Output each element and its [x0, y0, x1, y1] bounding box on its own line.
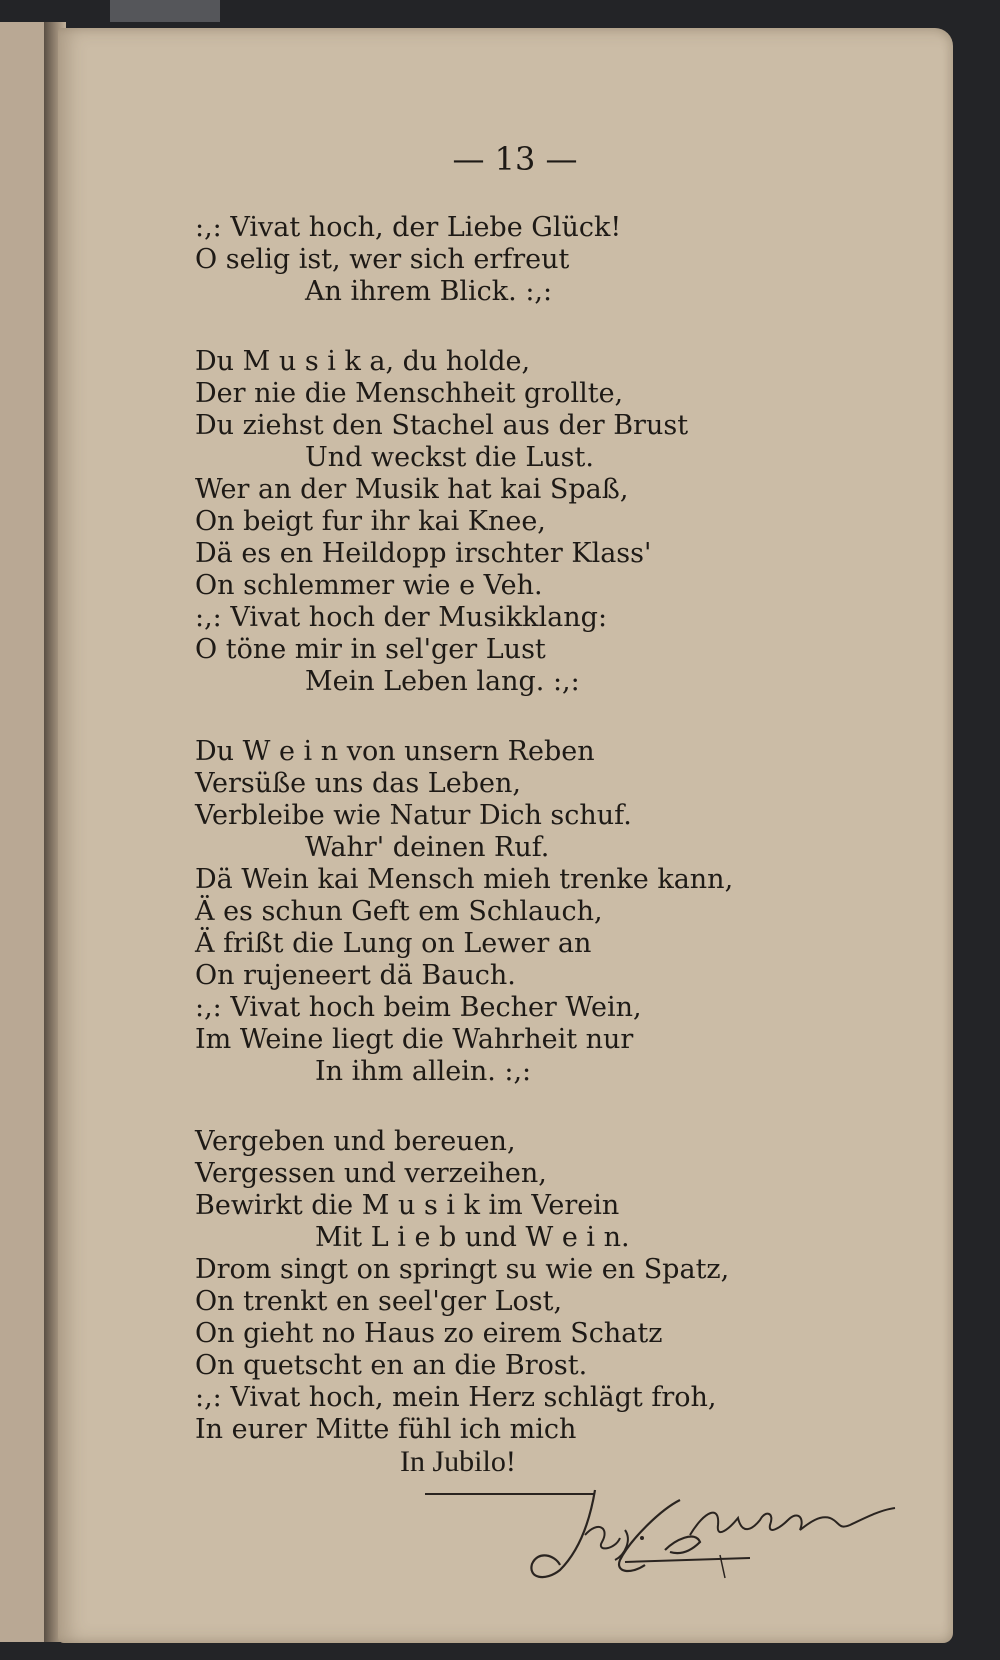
poem-line: On gieht no Haus zo eirem Schatz — [195, 1318, 663, 1349]
poem-line: :,: Vivat hoch der Musikklang: — [195, 602, 608, 633]
poem — [195, 212, 795, 1516]
poem-line: Versüße uns das Leben, — [195, 768, 521, 799]
poem-line: On rujeneert dä Bauch. — [195, 960, 516, 991]
poem-line: Und weckst die Lust. — [305, 442, 594, 473]
poem-line: :,: Vivat hoch beim Becher Wein, — [195, 992, 642, 1023]
poem-line: :,: Vivat hoch, mein Herz schlägt froh, — [195, 1382, 717, 1413]
poem-line: Im Weine liegt die Wahrheit nur — [195, 1024, 634, 1055]
poem-line: Dä Wein kai Mensch mieh trenke kann, — [195, 864, 734, 895]
poem-line: Ä frißt die Lung on Lewer an — [195, 928, 592, 959]
poem-line: Drom singt on springt su wie en Spatz, — [195, 1254, 730, 1285]
poem-line: Der nie die Menschheit grollte, — [195, 378, 624, 409]
poem-line: Vergeben und bereuen, — [195, 1126, 516, 1157]
poem-line: Wer an der Musik hat kai Spaß, — [195, 474, 629, 505]
stanza-1 — [195, 212, 795, 308]
poem-line: In ihm allein. :,: — [315, 1056, 532, 1087]
poem-line: On beigt fur ihr kai Knee, — [195, 506, 546, 537]
poem-line: Wahr' deinen Ruf. — [305, 832, 550, 863]
poem-line: O selig ist, wer sich erfreut — [195, 244, 570, 275]
poem-line: Dä es en Heildopp irschter Klass' — [195, 538, 652, 569]
poem-line: An ihrem Blick. :,: — [305, 276, 553, 307]
poem-line: Mit L i e b und W e i n. — [315, 1222, 630, 1253]
scan-top-edge — [110, 0, 220, 22]
poem-line: Du ziehst den Stachel aus der Brust — [195, 410, 689, 441]
poem-line: On trenkt en seel'ger Lost, — [195, 1286, 563, 1317]
left-page-edge — [0, 22, 46, 1642]
poem-line: On quetscht en an die Brost. — [195, 1350, 588, 1381]
poem-line: In Jubilo! — [400, 1445, 516, 1478]
signature — [420, 1480, 940, 1590]
poem-line: Du W e i n von unsern Reben — [195, 736, 595, 767]
poem-line: O töne mir in sel'ger Lust — [195, 634, 546, 665]
handwritten-signature — [420, 1480, 940, 1590]
poem-line: Ä es schun Geft em Schlauch, — [195, 896, 603, 927]
page-number: — 13 — — [452, 140, 578, 178]
poem-line: Mein Leben lang. :,: — [305, 666, 580, 697]
poem-line: Vergessen und verzeihen, — [195, 1158, 547, 1189]
poem-line: Verbleibe wie Natur Dich schuf. — [195, 800, 632, 831]
stanza-2 — [195, 346, 795, 698]
stanza-3 — [195, 736, 795, 1088]
stanza-4 — [195, 1126, 795, 1478]
poem-line: Du M u s i k a, du holde, — [195, 346, 531, 377]
poem-line: Bewirkt die M u s i k im Verein — [195, 1190, 620, 1221]
poem-line: On schlemmer wie e Veh. — [195, 570, 543, 601]
poem-line: :,: Vivat hoch, der Liebe Glück! — [195, 212, 622, 243]
poem-line: In eurer Mitte fühl ich mich — [195, 1414, 577, 1445]
